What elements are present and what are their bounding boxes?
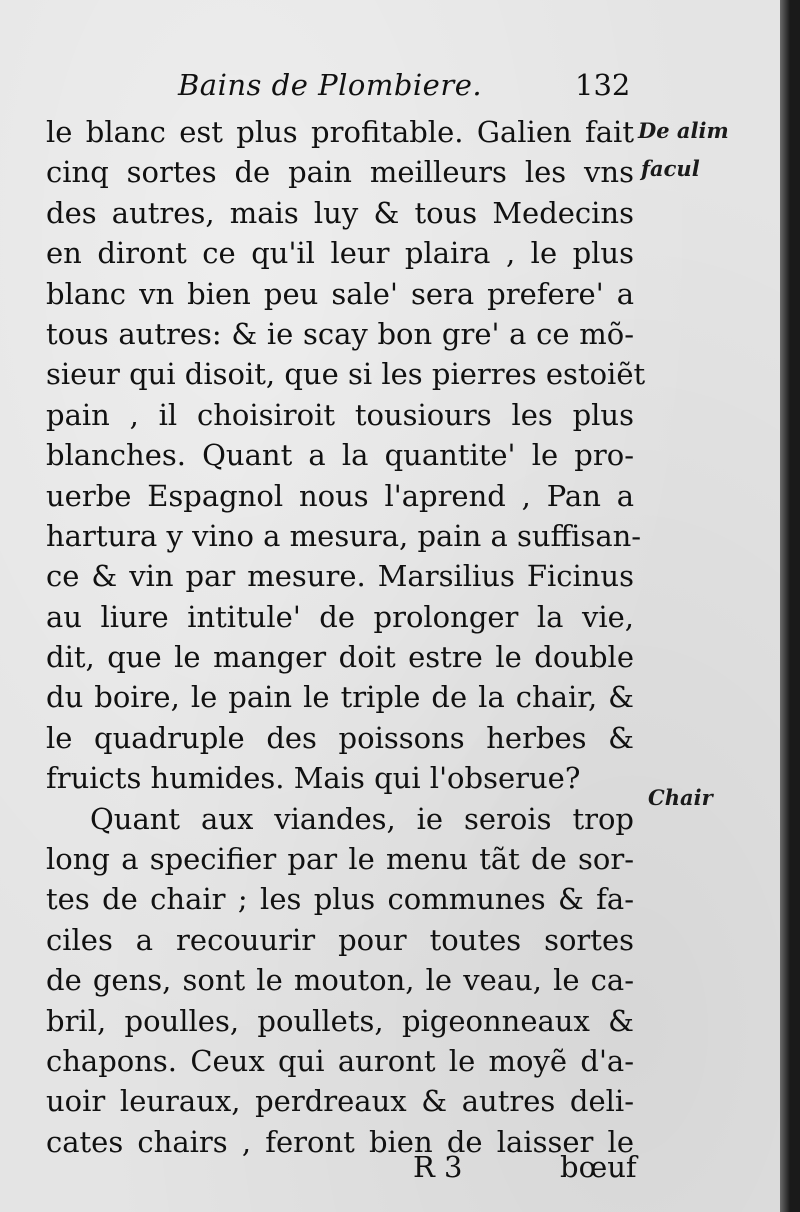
signature-mark: R 3 xyxy=(413,1150,463,1184)
text-line: chapons. Ceux qui auront le moyẽ d'a- xyxy=(46,1043,634,1078)
margin-note-de-alim: De alim xyxy=(638,118,729,143)
text-line: le quadruple des poissons herbes & xyxy=(46,720,634,755)
margin-note-facul: facul xyxy=(641,156,700,181)
text-line: dit, que le manger doit estre le double xyxy=(46,640,634,675)
text-line: cinq sortes de pain meilleurs les vns xyxy=(46,155,634,190)
text-line: pain , il choisiroit tousiours les plus xyxy=(46,397,634,432)
body-text xyxy=(46,112,646,1162)
text-line: bril, poulles, poullets, pigeonneaux & xyxy=(46,1003,634,1038)
page-edge-shadow xyxy=(780,0,790,1212)
text-line: Quant aux viandes, ie serois trop xyxy=(90,801,634,836)
text-line: cates chairs , feront bien de laisser le xyxy=(46,1124,634,1159)
text-line: tes de chair ; les plus communes & fa- xyxy=(46,882,634,917)
text-line: uerbe Espagnol nous l'aprend , Pan a xyxy=(46,478,634,513)
catchword: bœuf xyxy=(560,1150,637,1184)
text-line: tous autres: & ie scay bon gre' a ce mõ- xyxy=(46,316,634,351)
text-line: de gens, sont le mouton, le veau, le ca- xyxy=(46,963,634,998)
text-line: au liure intitule' de prolonger la vie, xyxy=(46,599,634,634)
text-line: hartura y vino a mesura, pain a suffisan- xyxy=(46,518,642,553)
text-line: blanches. Quant a la quantite' le pro- xyxy=(46,438,634,473)
text-line: blanc vn bien peu sale' sera prefere' a xyxy=(46,276,634,311)
text-line: ciles a recouurir pour toutes sortes xyxy=(46,922,634,957)
running-title: Bains de Plombiere. xyxy=(178,68,483,102)
text-line: uoir leuraux, perdreaux & autres deli- xyxy=(46,1084,634,1119)
text-line: long a specifier par le menu tãt de sor- xyxy=(46,842,634,877)
text-line: le blanc est plus profitable. Galien fait xyxy=(46,115,634,149)
margin-note-chair: Chair xyxy=(648,785,713,810)
text-line: des autres, mais luy & tous Medecins xyxy=(46,195,634,230)
text-line: en diront ce qu'il leur plaira , le plus xyxy=(46,236,634,271)
text-line: du boire, le pain le triple de la chair, & xyxy=(46,680,634,715)
text-line: fruicts humides. Mais qui l'obserue? xyxy=(46,761,581,796)
text-line: sieur qui disoit, que si les pierres estoiẽt xyxy=(46,357,646,392)
text-line: ce & vin par mesure. Marsilius Ficinus xyxy=(46,559,634,594)
page-number: 132 xyxy=(575,68,631,102)
